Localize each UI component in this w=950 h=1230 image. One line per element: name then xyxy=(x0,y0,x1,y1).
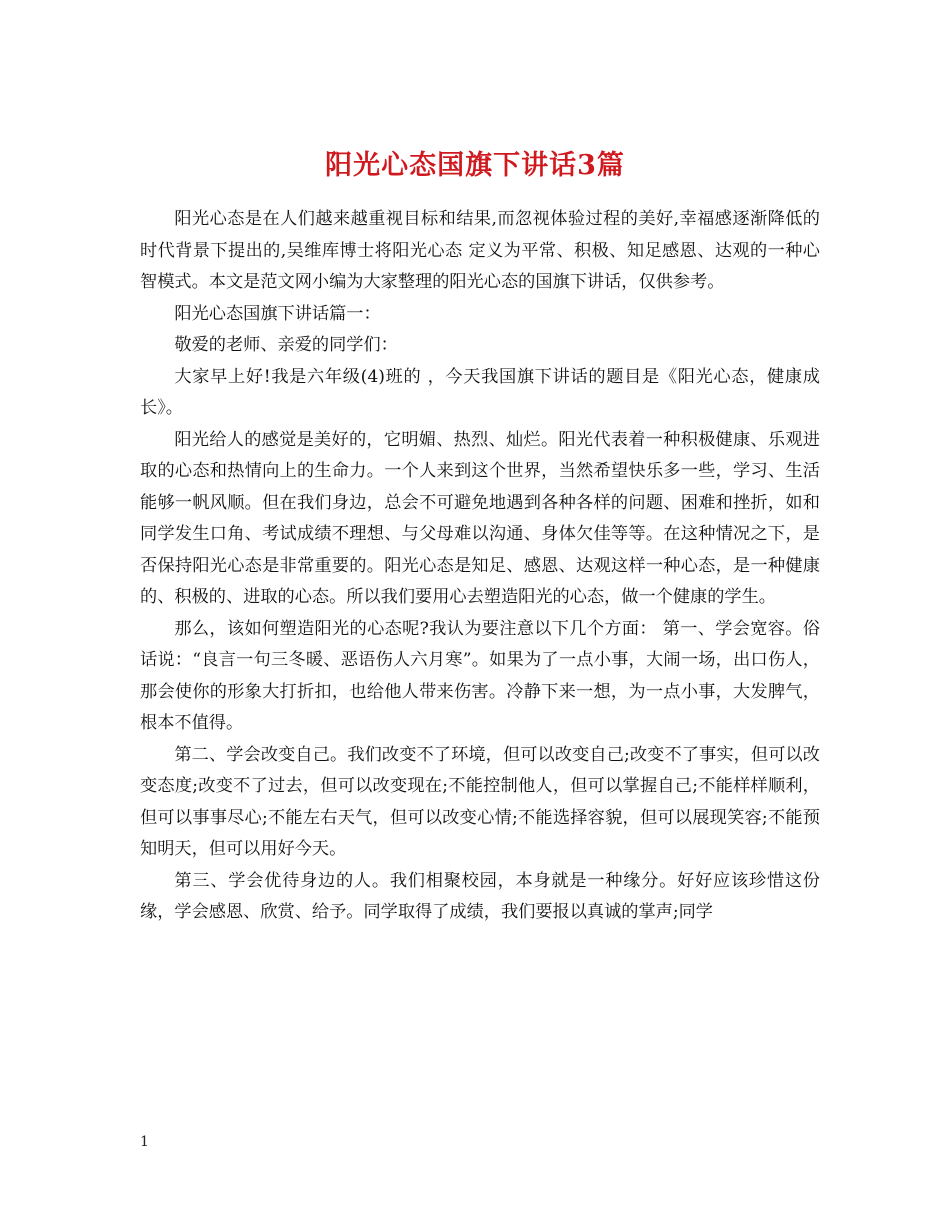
paragraph: 阳光给人的感觉是美好的，它明媚、热烈、灿烂。阳光代表着一种积极健康、乐观进取的心态和热情向上的生命力。一个人来到这个世界，当然希望快乐多一些，学习、生活能够一帆风顺。但在我们身边，总会不可避免地遇到各种各样的问题、困难和挫折，如和同学发生口角、考试成绩不理想、与父母难以沟通、身体欠佳等等。在这种情况之下，是否保持阳光心态是非常重要的。阳光心态是知足、感恩、达观这样一种心态，是一种健康的、积极的、进取的心态。所以我们要用心去塑造阳光的心态，做一个健康的学生。 xyxy=(140,429,820,607)
paragraph: 敬爱的老师、亲爱的同学们： xyxy=(174,335,398,355)
page-number: 1 xyxy=(140,1134,149,1150)
paragraph: 第三、学会优待身边的人。我们相聚校园，本身就是一种缘分。好好应该珍惜这份缘，学会感恩、欣赏、给予。同学取得了成绩，我们要报以真诚的掌声;同学 xyxy=(140,870,820,922)
paragraph: 那么，该如何塑造阳光的心态呢?我认为要注意以下几个方面： 第一、学会宽容。俗话说：“良言一句三冬暖、恶语伤人六月寒”。如果为了一点小事，大闹一场，出口伤人，那会使你的形象大打折扣，也给他人带来伤害。冷静下来一想，为一点小事，大发脾气，根本不值得。 xyxy=(140,618,820,733)
paragraph: 第二、学会改变自己。我们改变不了环境，但可以改变自己;改变不了事实，但可以改变态度;改变不了过去，但可以改变现在;不能控制他人，但可以掌握自己;不能样样顺利，但可以事事尽心;不能左右天气，但可以改变心情;不能选择容貌，但可以展现笑容;不能预知明天，但可以用好今天。 xyxy=(140,744,820,859)
paragraph: 大家早上好!我是六年级(4)班的 ，今天我国旗下讲话的题目是《阳光心态，健康成长》。 xyxy=(140,366,820,418)
paragraph: 阳光心态是在人们越来越重视目标和结果,而忽视体验过程的美好,幸福感逐渐降低的时代背景下提出的,吴维库博士将阳光心态 定义为平常、积极、知足感恩、达观的一种心智模式。本文是范文网小编为大家整理的阳光心态的国旗下讲话，仅供参考。 xyxy=(140,209,820,292)
paragraph: 阳光心态国旗下讲话篇一： xyxy=(174,303,381,324)
document-body xyxy=(140,204,820,929)
document-title: 阳光心态国旗下讲话3篇 xyxy=(325,150,625,182)
